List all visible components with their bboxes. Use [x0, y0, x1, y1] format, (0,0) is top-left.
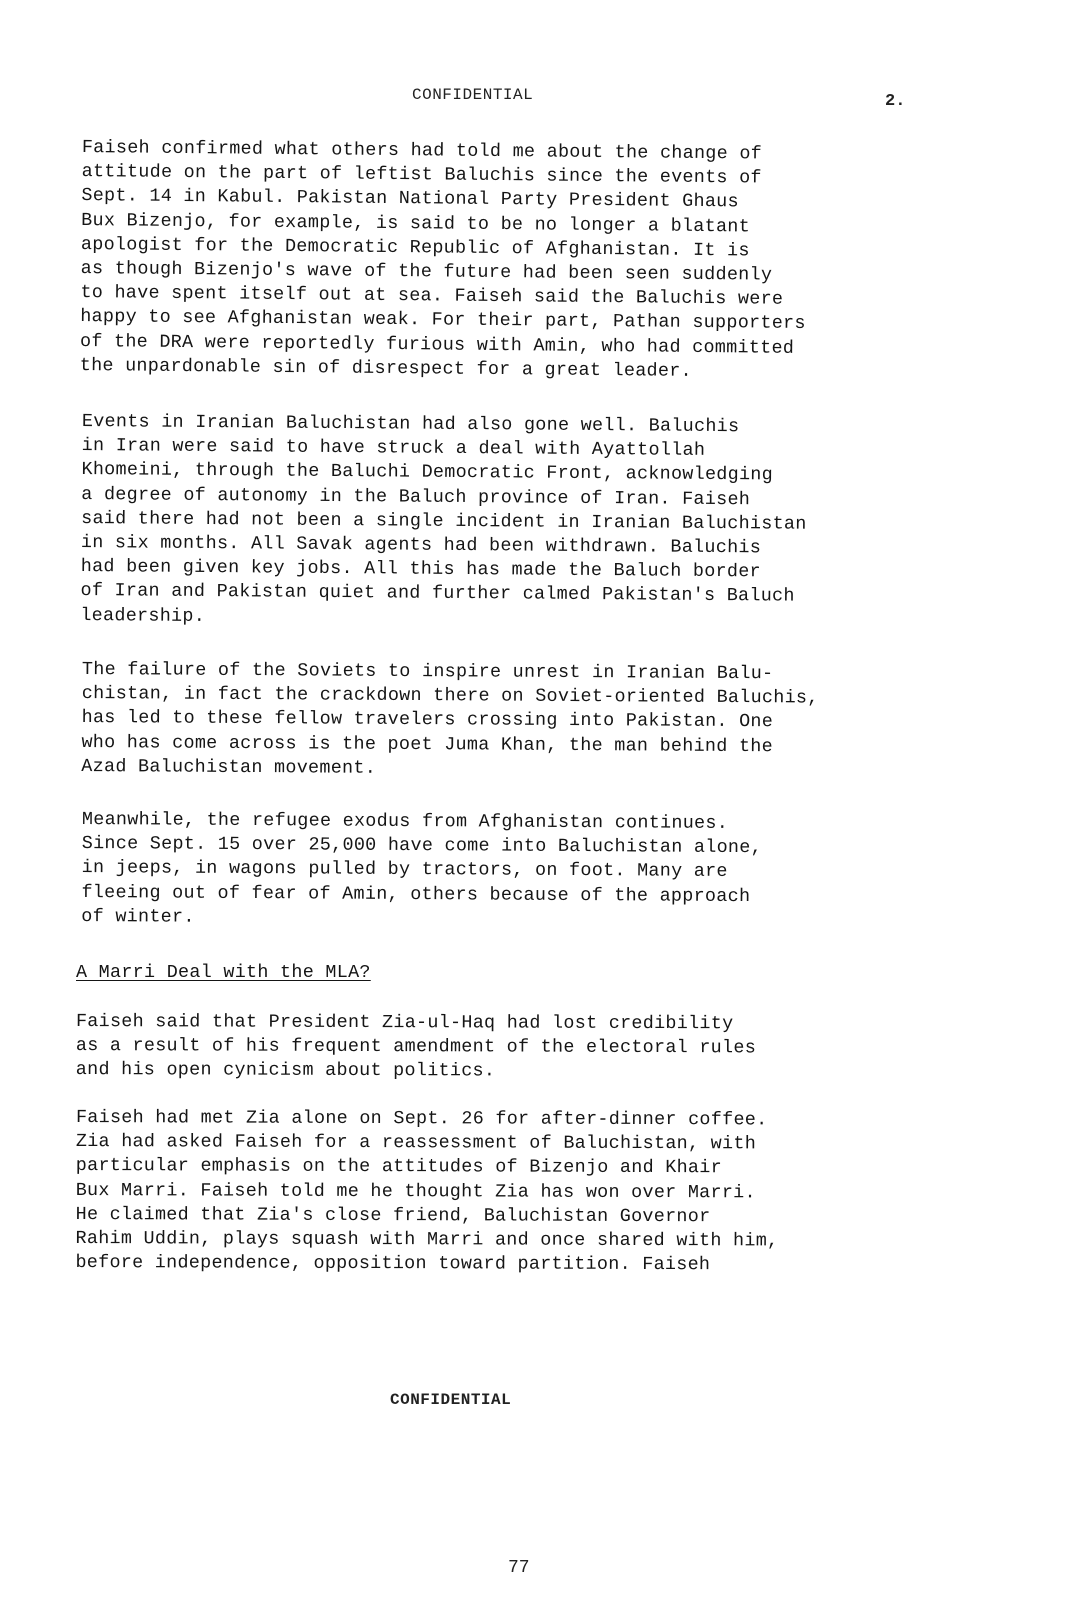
paragraph-faiseh-met-zia	[75, 1106, 1036, 1279]
paragraph-soviet-failure	[81, 658, 1042, 785]
paragraph-refugee-exodus	[81, 808, 1042, 935]
footer-classification: CONFIDENTIAL	[390, 1391, 512, 1409]
paragraph-faiseh-confirmed	[80, 136, 1042, 387]
paragraph-text: The failure of the Soviets to inspire unrest in Iranian Balu- chistan, in fact the crackdown there on Soviet-oriented Baluchis, has led to these fellow travelers crossing into Pakistan. One who has come across is the poet Juma Khan, the man behind the Azad Baluchistan movement.	[81, 659, 819, 779]
header-classification: CONFIDENTIAL	[412, 86, 534, 104]
paragraph-text: Events in Iranian Baluchistan had also gone well. Baluchis in Iran were said to have struck a deal with Ayattollah Khomeini, through the Baluchi Democratic Front, acknowledging a degree of autonomy in the Baluch province of Iran. Faiseh said there had not been a single incident in Iranian Baluchistan in six months. All Savak agents had been withdrawn. Baluchis had been given key jobs. All this has made the Baluch border of Iran and Pakistan quiet and further calmed Pakistan's Baluch leadership.	[80, 410, 807, 627]
folio-number: 77	[508, 1558, 530, 1578]
paragraph-text: Meanwhile, the refugee exodus from Afghanistan continues. Since Sept. 15 over 25,000 have come into Baluchistan alone, in jeeps, in wagons pulled by tractors, on foot. Many are fleeing out of fear of Amin, others because of the approach of winter.	[81, 809, 763, 928]
paragraph-text: Faiseh said that President Zia-ul-Haq had lost credibility as a result of his frequent amendment of the electoral rules and his open cynicism about politics.	[75, 1011, 757, 1082]
paragraph-text: Faiseh confirmed what others had told me about the change of attitude on the part of leftist Baluchis since the events of Sept. 14 in Kabul. Pakistan National Party President Ghaus Bux Bizenjo, for example, is said to be no longer a blatant apologist for the Democratic Republic of Afghanistan. It is as though Bizenjo's wave of the future had been seen suddenly to have spent itself out at sea. Faiseh said the Baluchis were happy to see Afghanistan weak. For their part, Pathan supporters of the DRA were reportedly furious with Amin, who had committed the unpardonable sin of disrespect for a great leader.	[79, 136, 806, 382]
page-number: 2.	[885, 92, 906, 111]
paragraph-zia-credibility	[76, 1010, 1036, 1086]
paragraph-iranian-baluchistan	[80, 410, 1042, 635]
section-heading: A Marri Deal with the MLA?	[76, 962, 371, 983]
paragraph-text: Faiseh had met Zia alone on Sept. 26 for after-dinner coffee. Zia had asked Faiseh for a reassessment of Baluchistan, with particular emphasis on the attitudes of Bizenjo and Khair Bux Marri. Faiseh told me he thought Zia has won over Marri. He claimed that Zia's close friend, Baluchistan Governor Rahim Uddin, plays squash with Marri and once shared with him, before independence, opposition toward partition. Faiseh	[75, 1107, 779, 1276]
